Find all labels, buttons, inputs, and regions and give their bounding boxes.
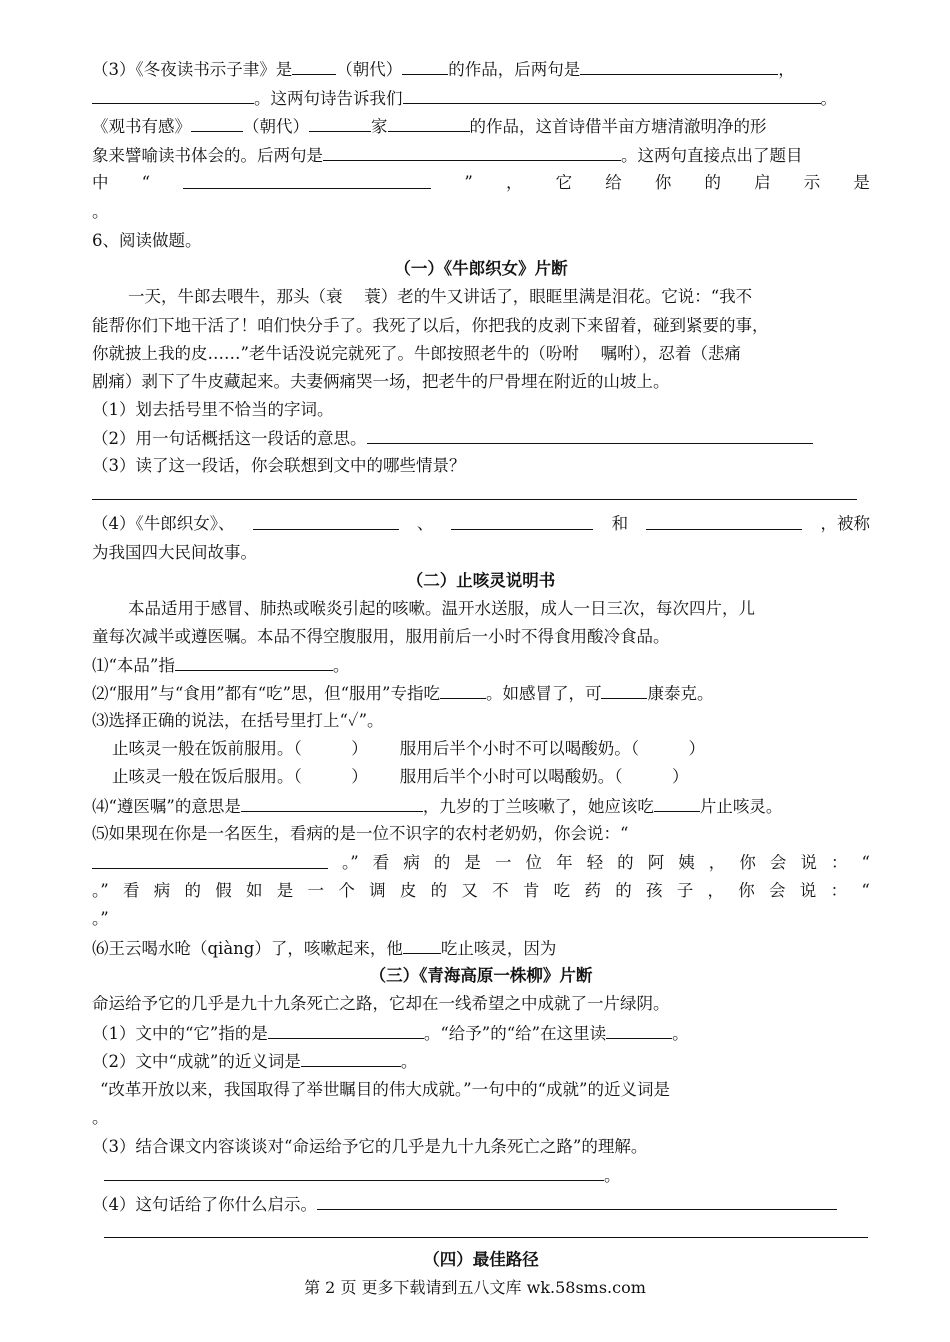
option-before-meal[interactable]: 止咳灵一般在饭前服用。（ ） [112,739,368,758]
q3-line-6: 。 [92,202,109,221]
s2-para-line-1: 本品适用于感冒、肺热或喉炎引起的咳嗽。温开水送服，成人一日三次，每次四片，儿 [128,599,755,618]
s2-q5-line-4: 。” [92,909,109,928]
s1-q2: （2）用一句话概括这一段话的意思。 [92,426,870,451]
blank[interactable] [323,143,621,161]
s1-q4-cont: 为我国四大民间故事。 [92,543,257,562]
answer-blank[interactable] [317,1192,837,1210]
s2-options-row-1 [112,737,870,761]
s3-q3: （3）结合课文内容谈谈对“命运给予它的几乎是九十九条死亡之路”的理解。 [92,1137,648,1156]
s1-para-line-3: 你就披上我的皮……”老牛话没说完就死了。牛郎按照老牛的（吩咐 嘱咐），忍着（悲痛 [92,344,741,363]
s2-options-row-2 [112,765,870,789]
blank[interactable] [580,57,778,75]
s1-q1: （1）划去括号里不恰当的字词。 [92,400,334,419]
blank[interactable] [451,512,593,530]
s2-q5: ⑸如果现在你是一名医生，看病的是一位不识字的农村老奶奶，你会说：“ [92,824,629,843]
s3-q2-end: 。 [92,1108,109,1127]
s2-q5-line-3: 。” 看 病 的 假 如 是 一 个 调 皮 的 又 不 肯 吃 药 的 孩 子 ， 你 会 说 ： “ [92,881,870,900]
blank[interactable] [241,794,423,812]
section-1-heading: （一）《牛郎织女》片断 [394,259,568,278]
answer-line[interactable] [104,1237,868,1238]
section-4-heading: （四）最佳路径 [423,1250,539,1269]
blank[interactable] [646,512,802,530]
s3-q2: （2）文中“成就”的近义词是 。 [92,1049,870,1074]
s2-q5-line-2: 。” 看 病 的 是 一 位 年 轻 的 阿 姨 ， 你 会 说 ： “ [92,851,870,875]
blank[interactable] [92,86,254,104]
q3-line-1: （3）《冬夜读书示子聿》是 （朝代） 的作品，后两句是 ， [92,57,870,82]
answer-line[interactable] [92,499,857,500]
blank[interactable] [606,1021,672,1039]
s2-q2: ⑵“服用”与“食用”都有“吃”思，但“服用”专指吃 。如感冒了，可 康泰克。 [92,681,870,706]
blank[interactable] [440,681,486,699]
s2-q3: ⑶选择正确的说法，在括号里打上“✓”。 [92,711,384,730]
s3-para: 命运给予它的几乎是九十九条死亡之路，它却在一线希望之中成就了一片绿阴。 [92,994,670,1013]
s1-para-line-4: 剧痛）剥下了牛皮藏起来。夫妻俩痛哭一场，把老牛的尸骨埋在附近的山坡上。 [92,372,670,391]
s2-para-line-2: 童每次减半或遵医嘱。本品不得空腹服用，服用前后一小时不得食用酸冷食品。 [92,627,670,646]
section-2-heading: （二）止咳灵说明书 [406,571,556,590]
blank[interactable] [301,1049,401,1067]
option-after-meal[interactable]: 止咳灵一般在饭后服用。（ ） [112,767,368,786]
s1-q4: （4）《牛郎织女》、 、 和 ，被称 [92,514,870,533]
blank[interactable] [191,114,243,132]
s2-q6: ⑹王云喝水呛（qiàng）了，咳嗽起来，他 吃止咳灵，因为 [92,936,870,961]
blank[interactable] [92,851,328,869]
blank[interactable] [183,171,431,189]
s2-q1: ⑴“本品”指 。 [92,653,870,678]
blank[interactable] [253,512,399,530]
s2-q4: ⑷“遵医嘱”的意思是 ，九岁的丁兰咳嗽了，她应该吃 片止咳灵。 [92,794,870,819]
blank[interactable] [268,1021,424,1039]
answer-blank[interactable] [104,1163,604,1181]
s3-q2-sentence: “改革开放以来，我国取得了举世瞩目的伟大成就。”一句中的“成就”的近义词是 [100,1080,670,1099]
s3-q4: （4）这句话给了你什么启示。 [92,1192,870,1217]
blank[interactable] [601,681,647,699]
section-3-heading: （三）《青海高原一株柳》片断 [369,966,593,985]
blank[interactable] [402,57,448,75]
q3-line-5: 中 “ ” ， 它 给 你 的 启 示 是 [92,173,870,192]
s3-q3-answer: 。 [104,1163,870,1188]
q3-line-4: 象来譬喻读书体会的。后两句是 。这两句直接点出了题目 [92,143,870,168]
blank[interactable] [654,794,700,812]
blank[interactable] [403,936,441,954]
q3-line-3: 《观书有感》 （朝代） 家 的作品，这首诗借半亩方塘清澈明净的形 [92,114,870,139]
blank[interactable] [403,86,821,104]
s1-para-line-1: 一天，牛郎去喂牛，那头（衰 蓑）老的牛又讲话了，眼眶里满是泪花。它说：“我不 [128,287,753,306]
answer-blank[interactable] [367,426,813,444]
option-yogurt-ok[interactable]: 服用后半个小时可以喝酸奶。（ ） [399,767,689,786]
s1-q3: （3）读了这一段话，你会联想到文中的哪些情景？ [92,456,466,475]
s1-para-line-2: 能帮你们下地干活了！咱们快分手了。我死了以后，你把我的皮剥下来留着，碰到紧要的事， [92,316,769,335]
q3-line-2: 。这两句诗告诉我们 。 [92,86,870,111]
blank[interactable] [388,114,470,132]
blank[interactable] [309,114,371,132]
q6-title: 6、阅读做题。 [92,231,202,250]
blank[interactable] [292,57,336,75]
blank[interactable] [175,653,333,671]
s3-q1: （1）文中的“它”指的是 。“给予”的“给”在这里读 。 [92,1021,870,1046]
option-no-yogurt[interactable]: 服用后半个小时不可以喝酸奶。（ ） [399,739,705,758]
page-footer: 第 2 页 更多下载请到五八文库 wk.58sms.com [304,1278,646,1297]
